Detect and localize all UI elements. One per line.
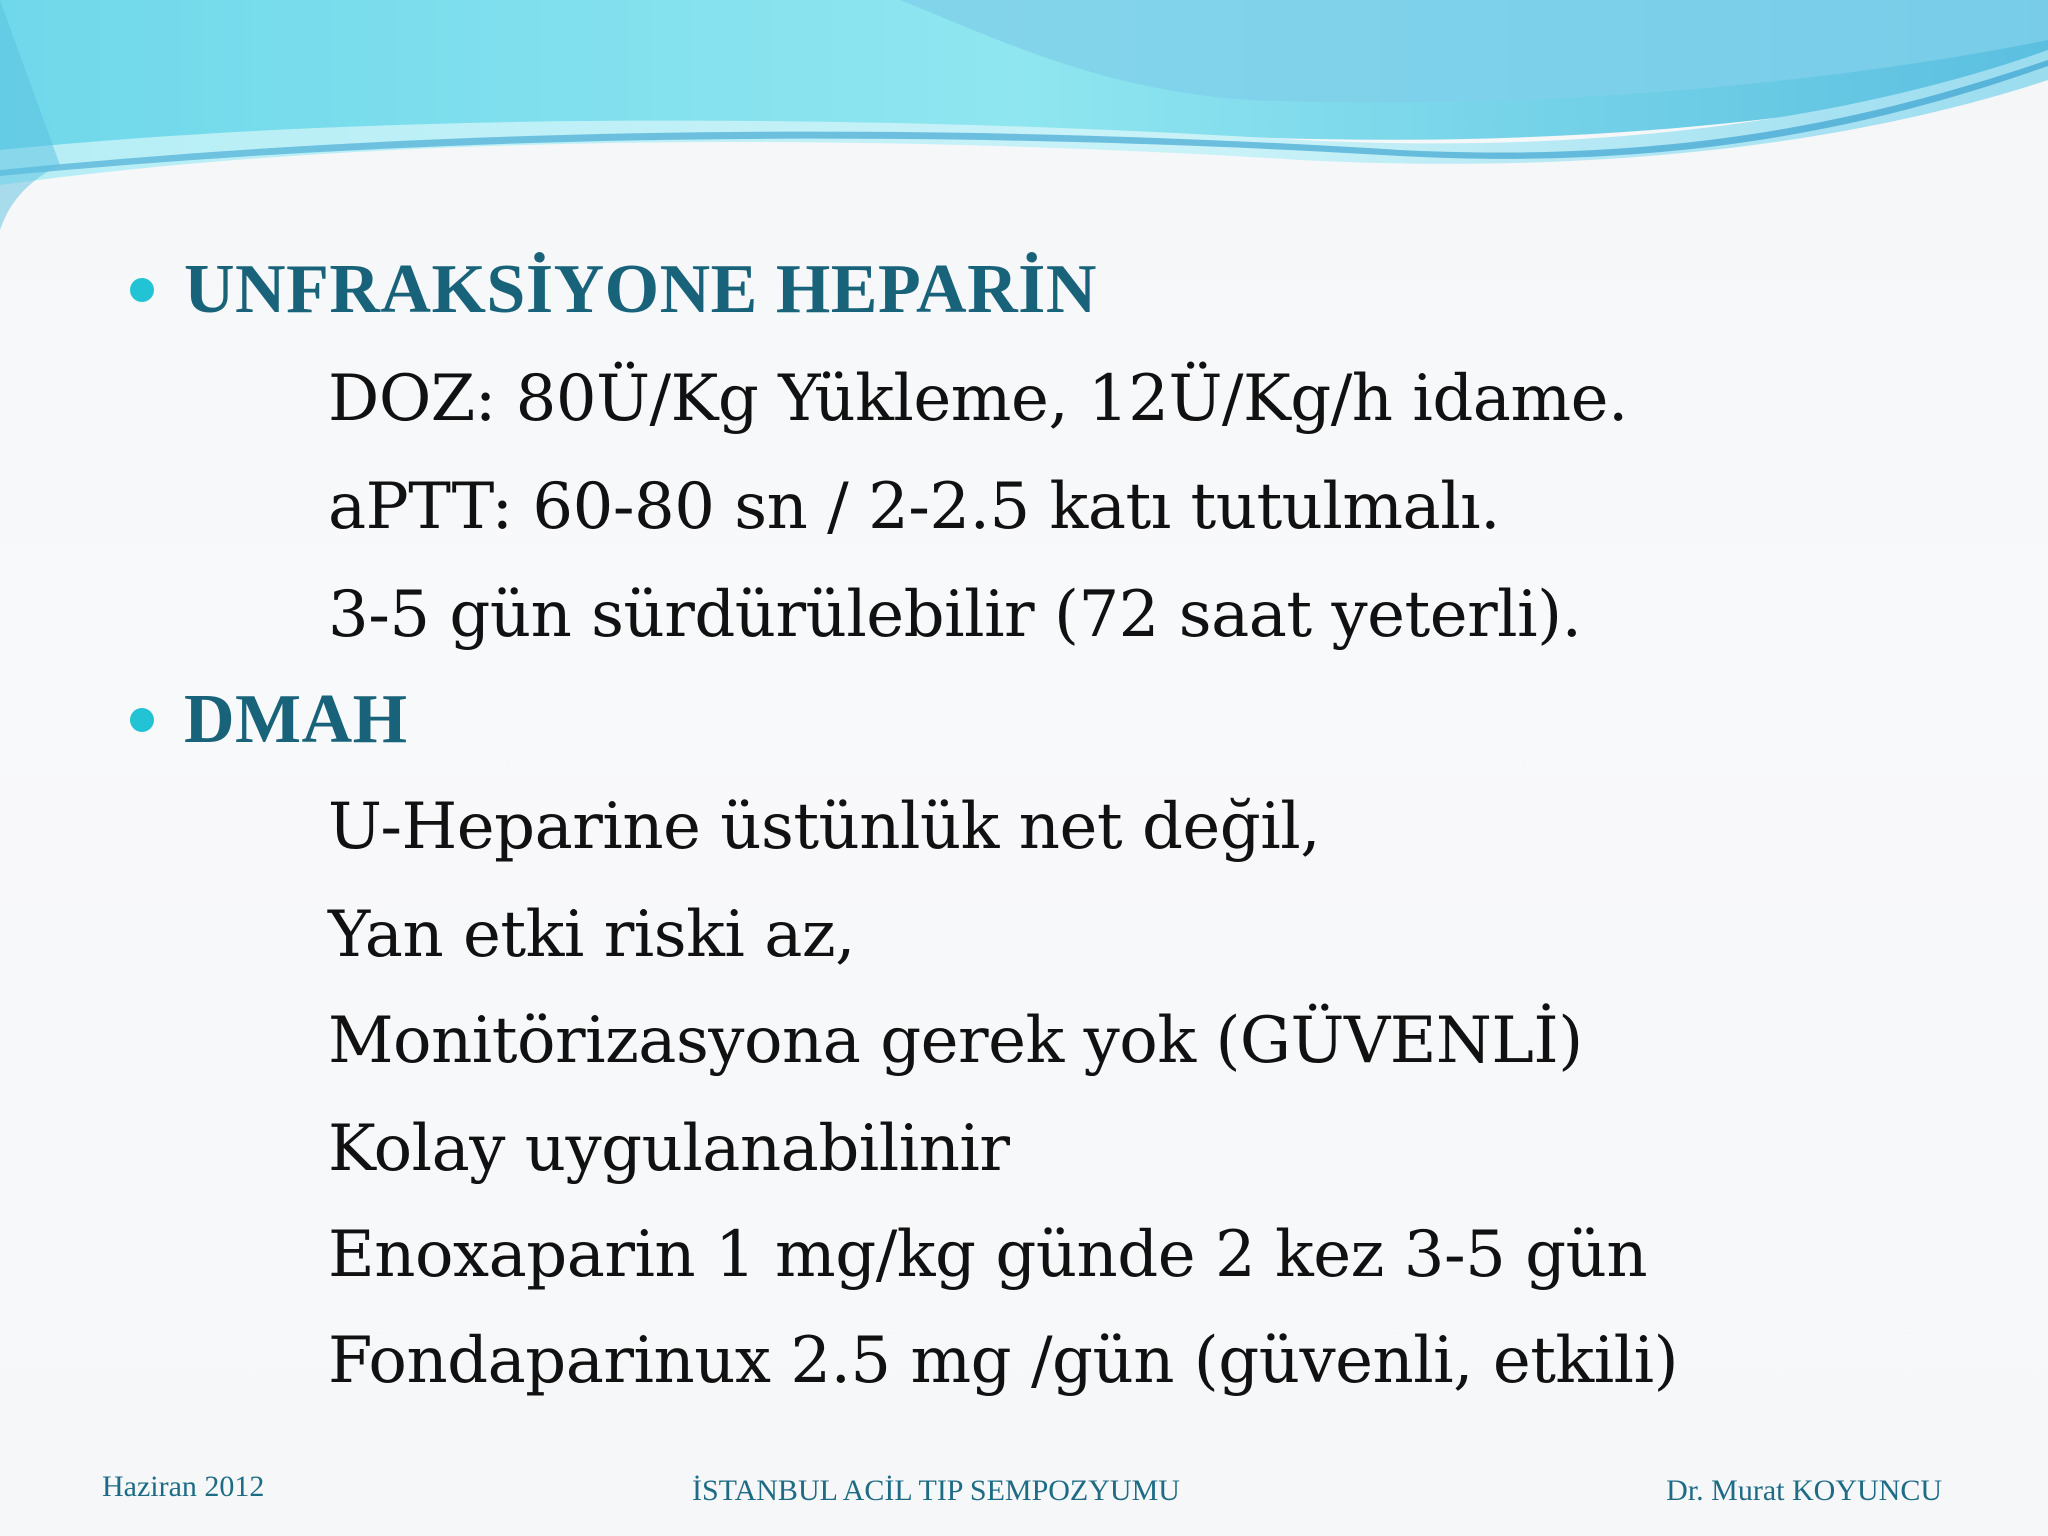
body-line-dose: DOZ: 80Ü/Kg Yükleme, 12Ü/Kg/h idame. [328,362,1628,436]
bullet-dot-icon [130,278,154,302]
section-heading-unfraksiyone-heparin [130,250,1097,330]
footer-author: Dr. Murat KOYUNCU [1666,1474,1942,1507]
section-heading-dmah [130,680,408,760]
body-line-aptt: aPTT: 60-80 sn / 2-2.5 katı tutulmalı. [328,470,1500,544]
body-line-duration: 3-5 gün sürdürülebilir (72 saat yeterli). [328,578,1582,652]
body-line-enoxaparin: Enoxaparin 1 mg/kg günde 2 kez 3-5 gün [328,1218,1648,1292]
heading-text: UNFRAKSİYONE HEPARİN [184,251,1097,328]
bullet-dot-icon [130,708,154,732]
body-line-fondaparinux: Fondaparinux 2.5 mg /gün (güvenli, etkili) [328,1324,1679,1398]
body-line-superiority: U-Heparine üstünlük net değil, [328,790,1321,864]
footer-date: Haziran 2012 [102,1470,265,1503]
body-line-easy: Kolay uygulanabilinir [328,1112,1010,1186]
footer-event: İSTANBUL ACİL TIP SEMPOZYUMU [692,1474,1180,1507]
heading-text: DMAH [184,681,408,758]
body-line-side-effect: Yan etki riski az, [328,898,855,972]
body-line-monitoring: Monitörizasyona gerek yok (GÜVENLİ) [328,1004,1583,1078]
